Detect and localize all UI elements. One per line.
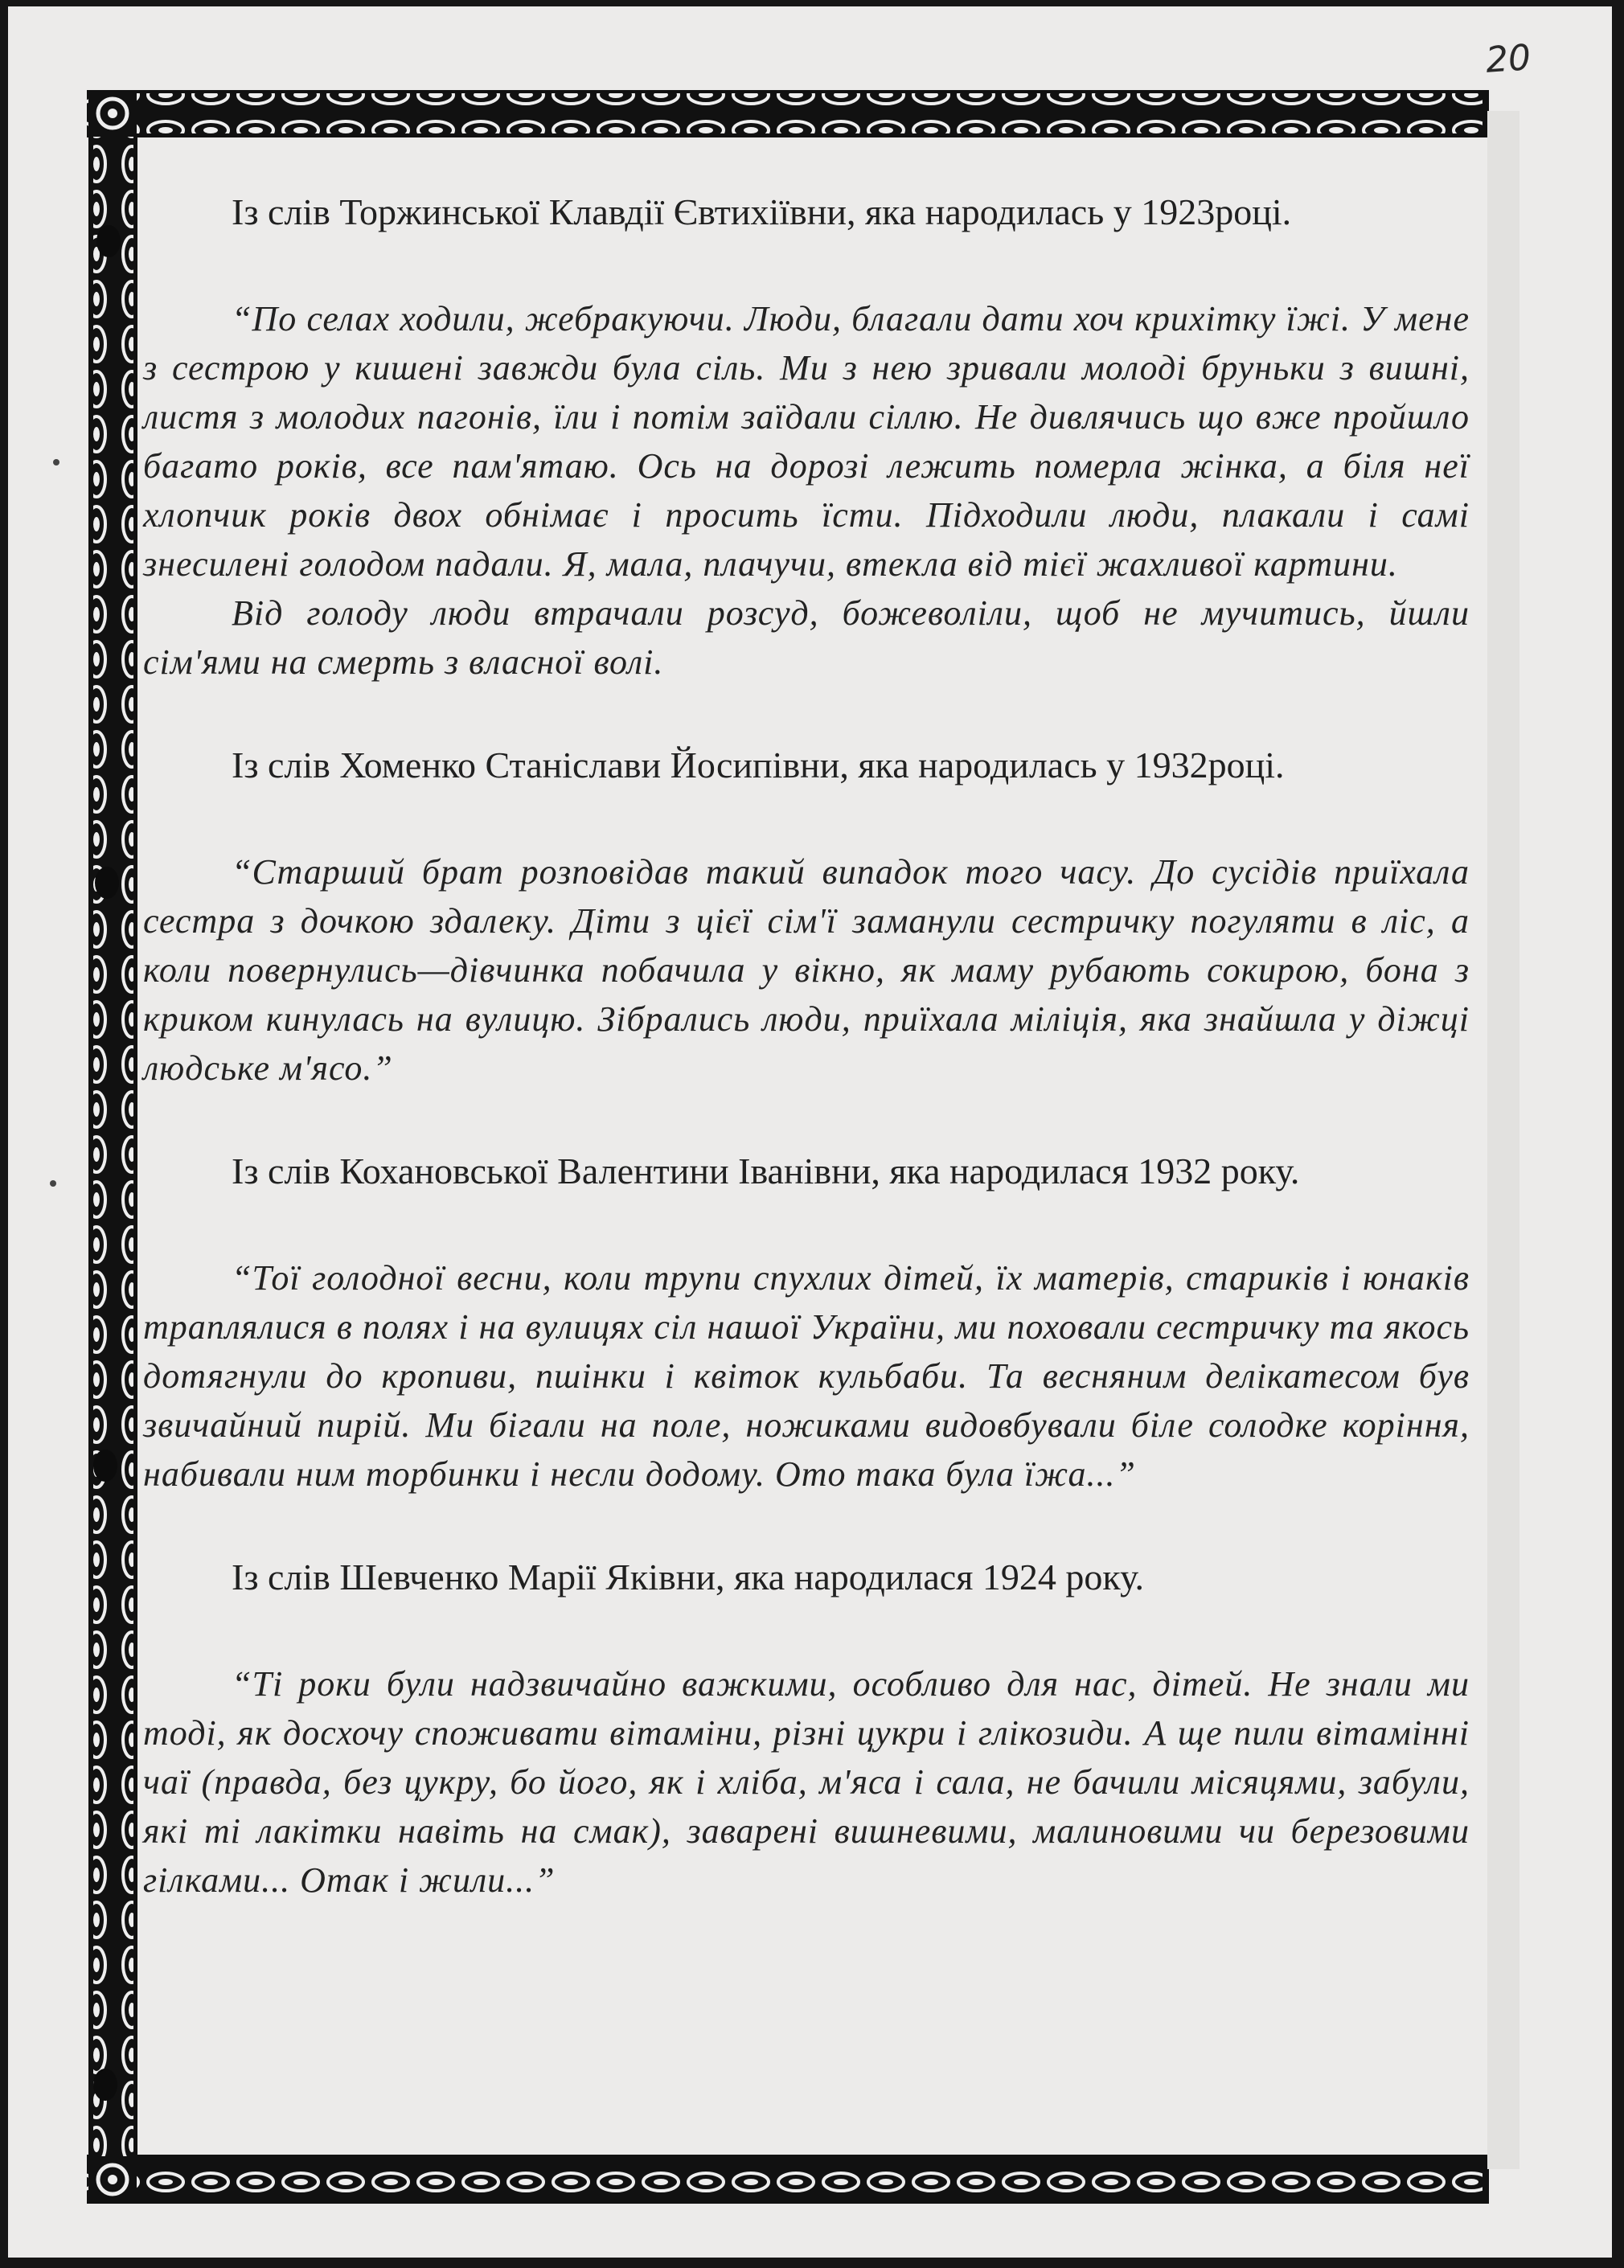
quote-paragraph: “По селах ходили, жебракуючи. Люди, благали дати хоч крихітку їжі. У мене з сестрою у кишені завжди була сіль. Ми з нею зривали молоді бруньки з вишні, листя з молодих пагонів, їли і потім заїдали сіллю. Не дивлячись що вже пройшло багато років, все пам'ятаю. Ось на дорозі лежить померла жінка, а біля неї хлопчик років двох обнімає і просить їсти. Підходили люди, плакали і самі знесилені голодом падали. Я, мала, плачучи, втекла від тієї жахливої картини. <box>143 299 1470 584</box>
quote-paragraph: Від голоду люди втрачали розсуд, божеволіли, щоб не мучитись, йшли сім'ями на смерть з власної волі. <box>143 593 1470 682</box>
testimony-quote <box>143 1253 1470 1499</box>
testimony-quote <box>143 847 1470 1093</box>
quote-paragraph: “Тої голодної весни, коли трупи спухлих дітей, їх матерів, стариків і юнаків траплялися в полях і на вулицях сіл нашої України, ми поховали сестричку та якось дотягнули до кропиви, пшінки і квіток кульбаби. Та весняним делікатесом був звичайний пирій. Ми бігали на поле, ножиками видовбували біле солодке коріння, набивали ним торбинки і несли додому. Ото така була їжа...” <box>143 1258 1470 1494</box>
testimony-4 <box>143 1553 1470 1905</box>
frame-left <box>93 137 133 2156</box>
testimony-heading: Із слів Кохановської Валентини Іванівни, яка народилася 1932 року. <box>232 1150 1300 1191</box>
testimony-1 <box>143 188 1470 687</box>
testimony-3 <box>143 1147 1470 1499</box>
punch-hole <box>96 225 121 257</box>
document-page <box>8 6 1612 2258</box>
scan-speck <box>53 459 59 465</box>
frame-bottom <box>87 2159 1486 2200</box>
punch-hole <box>93 2069 117 2101</box>
testimony-heading: Із слів Торжинської Клавдії Євтихіївни, яка народилась у 1923році. <box>232 191 1292 232</box>
quote-paragraph: “Старший брат розповідав такий випадок того часу. До сусідів приїхала сестра з дочкою здалеку. Діти з цієї сім'ї заманули сестричку погуляти в ліс, а коли повернулись—дівчинка побачила у вікно, як маму рубають сокирою, бона з криком кинулась на вулицю. Зібрались люди, приїхала міліція, яка знайшла у діжці людське м'ясо.” <box>143 852 1470 1088</box>
testimony-quote <box>143 294 1470 687</box>
punch-hole <box>93 1450 117 1482</box>
quote-paragraph: “Ті роки були надзвичайно важкими, особливо для нас, дітей. Не знали ми тоді, як досхочу споживати вітаміни, різні цукри і глікозиди. А ще пили вітамінні чаї (правда, без цукру, бо його, як і хліба, м'яса і сала, не бачили місяцями, забули, які ті лакітки навіть на смак), заварені вишневими, малиновими чи березовими гілками... Отак і жили...” <box>143 1664 1470 1900</box>
document-body <box>143 127 1470 1905</box>
testimony-quote <box>143 1659 1470 1905</box>
testimony-2 <box>143 741 1470 1093</box>
punch-hole <box>95 867 119 899</box>
page-number: 20 <box>1484 37 1532 81</box>
testimony-heading: Із слів Шевченко Марії Яківни, яка народилася 1924 року. <box>232 1556 1144 1597</box>
scan-speck <box>50 1180 56 1187</box>
testimony-heading: Із слів Хоменко Станіслави Йосипівни, яка народилась у 1932році. <box>232 744 1285 785</box>
